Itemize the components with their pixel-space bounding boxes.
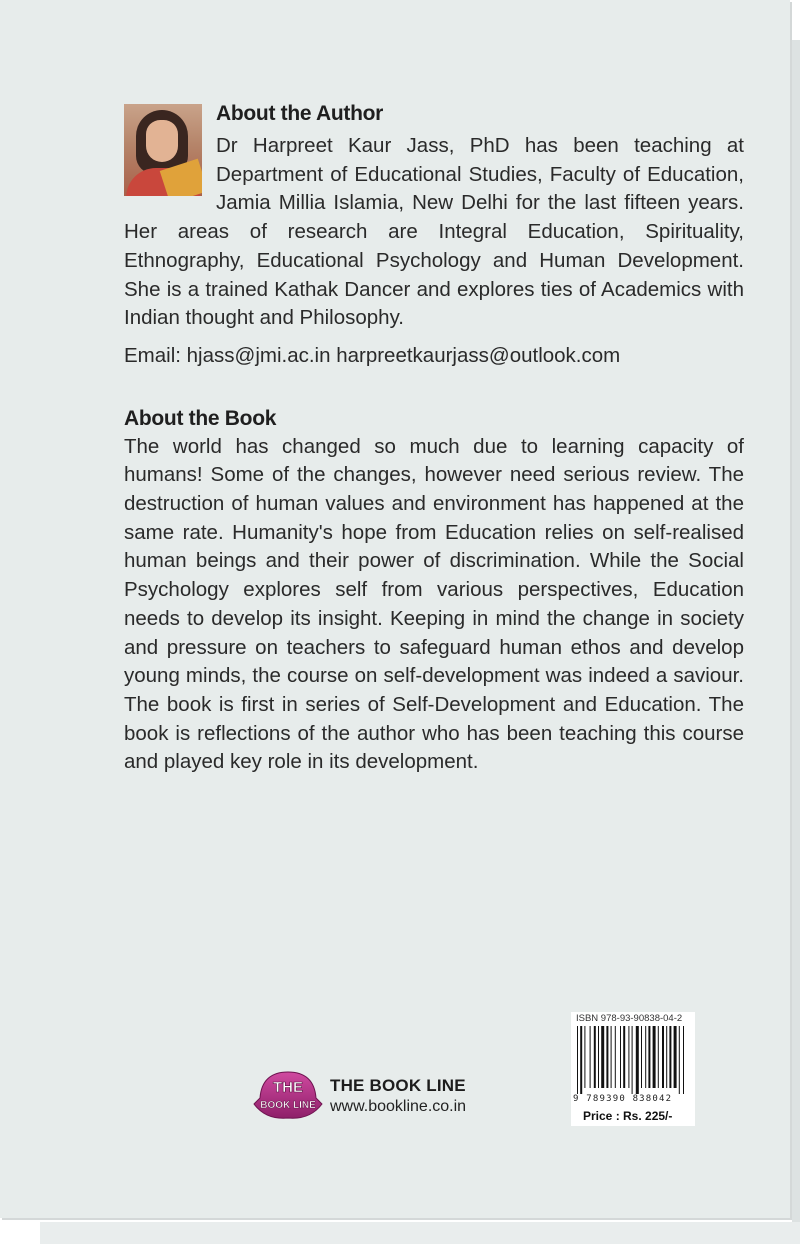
cover-bottom-edge bbox=[40, 1222, 800, 1244]
barcode-bar bbox=[658, 1026, 659, 1088]
barcode-bar bbox=[577, 1026, 578, 1094]
barcode-bar bbox=[584, 1026, 585, 1088]
cover-spine-edge bbox=[792, 40, 800, 1222]
barcode-bar bbox=[645, 1026, 646, 1088]
barcode-bar bbox=[683, 1026, 684, 1094]
barcode-bars bbox=[575, 1026, 691, 1094]
barcode-bar bbox=[606, 1026, 608, 1088]
barcode-bar bbox=[615, 1026, 616, 1088]
book-description: The world has changed so much due to learning capacity of humans! Some of the changes, however need serious review. The destruction of human values and environment has happened at the same rate. Humanity's hope from Education relies on self-realised human beings and their power of discrimination. While the Social Psychology explores self from various perspectives, Education needs to develop its insight. Keeping in mind the change in society and pressure on teachers to safeguard human ethos and develop young minds, the course on self-development was indeed a saviour. The book is first in series of Self-Development and Education. The book is reflections of the author who has been teaching this course and played key role in its development. bbox=[124, 434, 744, 774]
about-author-heading: About the Author bbox=[216, 102, 384, 125]
barcode-block bbox=[571, 1012, 695, 1126]
about-book-heading: About the Book bbox=[124, 406, 277, 430]
barcode-bar bbox=[636, 1026, 639, 1094]
logo-text-bottom: BOOK LINE bbox=[260, 1100, 316, 1111]
publisher-url[interactable]: www.bookline.co.in bbox=[330, 1098, 467, 1115]
barcode-bar bbox=[641, 1026, 642, 1088]
cover-text bbox=[124, 102, 744, 777]
barcode-bar bbox=[679, 1026, 680, 1094]
barcode-bar bbox=[611, 1026, 612, 1088]
barcode-bar bbox=[601, 1026, 604, 1088]
barcode-bar bbox=[674, 1026, 677, 1088]
barcode-bar bbox=[590, 1026, 591, 1088]
barcode-bar bbox=[623, 1026, 625, 1088]
barcode-bar bbox=[666, 1026, 667, 1088]
barcode-digits: 9 789390 838042 bbox=[573, 1094, 673, 1104]
isbn-label: ISBN 978-93-90838-04-2 bbox=[576, 1013, 683, 1024]
author-email: Email: hjass@jmi.ac.in harpreetkaurjass@outlook.com bbox=[124, 343, 621, 367]
publisher-block bbox=[252, 1068, 512, 1124]
barcode-bar bbox=[594, 1026, 596, 1088]
publisher-logo bbox=[252, 1068, 324, 1122]
author-bio: Dr Harpreet Kaur Jass, PhD has been teaching at Department of Educational Studies, Faculty of Education, Jamia Millia Islamia, New Delhi for the last fifteen years. Her areas of research are Integral Education, Spirituality, Ethnography, Educational Psychology and Human Development. She is a trained Kathak Dancer and explores ties of Academics with Indian thought and Philosophy. bbox=[124, 134, 744, 330]
barcode-bar bbox=[598, 1026, 599, 1088]
barcode-bar bbox=[669, 1026, 671, 1088]
barcode-bar bbox=[648, 1026, 650, 1088]
barcode-bar bbox=[632, 1026, 633, 1094]
barcode-bar bbox=[662, 1026, 664, 1088]
logo-text-top: THE bbox=[273, 1079, 303, 1096]
price-label: Price : Rs. 225/- bbox=[583, 1109, 673, 1123]
publisher-name: THE BOOK LINE bbox=[330, 1076, 466, 1095]
barcode-bar bbox=[580, 1026, 582, 1094]
barcode-bar bbox=[628, 1026, 629, 1088]
about-book-section bbox=[124, 407, 744, 777]
barcode-bar bbox=[620, 1026, 621, 1088]
author-photo bbox=[124, 104, 202, 196]
barcode-bar bbox=[653, 1026, 656, 1088]
